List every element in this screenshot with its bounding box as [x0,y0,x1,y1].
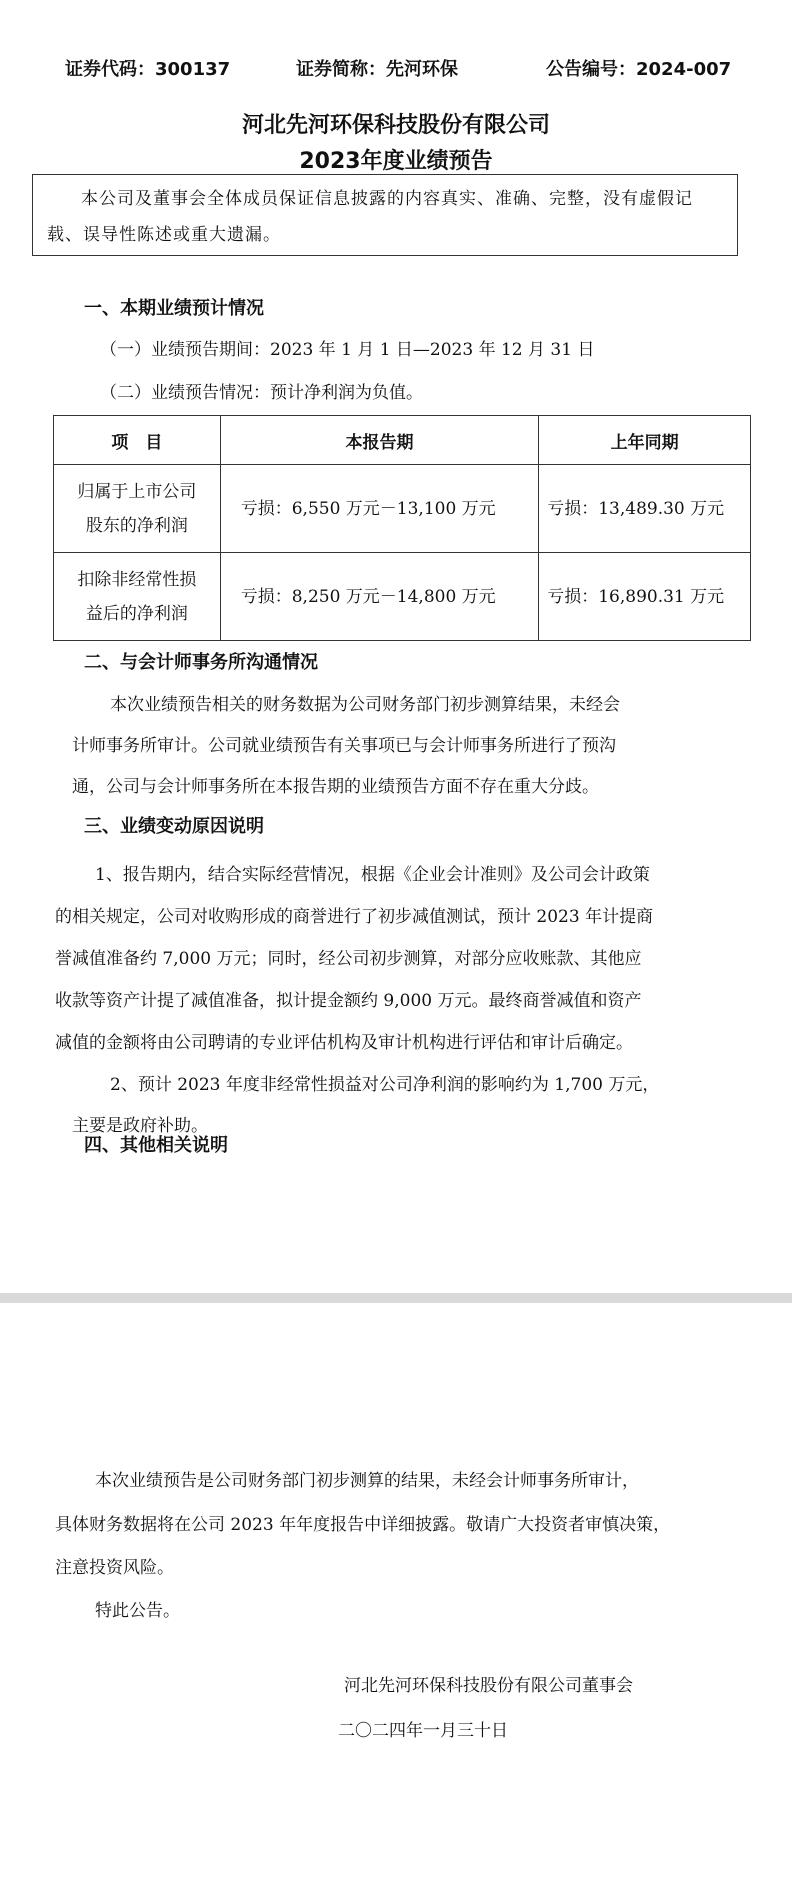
forecast-status: （二）业绩预告情况：预计净利润为负值。 [100,383,423,403]
row-item [54,553,221,641]
closing-text-line: 注意投资风险。 [55,1558,174,1578]
section3-heading: 三、业绩变动原因说明 [84,816,264,837]
board-signature: 河北先河环保科技股份有限公司董事会 [344,1676,633,1696]
page-divider [0,1293,792,1303]
section3-text-line: 减值的金额将由公司聘请的专业评估机构及审计机构进行评估和审计后确定。 [55,1033,633,1053]
section2-heading: 二、与会计师事务所沟通情况 [84,652,318,673]
header-line [0,55,792,81]
row-item-line: 归属于上市公司 [77,481,197,502]
document-title: 2023年度业绩预告 [299,149,493,174]
closing-text-line: 特此公告。 [95,1601,180,1621]
section2-text-line: 本次业绩预告相关的财务数据为公司财务部门初步测算结果，未经会 [110,695,620,715]
header-current-period: 本报告期 [220,416,539,465]
section2-text-line: 计师事务所审计。公司就业绩预告有关事项已与会计师事务所进行了预沟 [72,736,616,756]
row-item-line: 益后的净利润 [85,603,188,624]
stock-short-name: 证券简称：先河环保 [296,59,458,80]
section3-text-line: 主要是政府补助。 [72,1116,208,1136]
section3-text-line: 1、报告期内，结合实际经营情况，根据《企业会计准则》及公司会计政策 [95,865,650,885]
row-current-value: 亏损：6,550 万元－13,100 万元 [220,465,539,553]
row-item [54,465,221,553]
section3-text-line: 誉减值准备约 7,000 万元；同时，经公司初步测算，对部分应收账款、其他应 [55,949,642,969]
section2-text-line: 通，公司与会计师事务所在本报告期的业绩预告方面不存在重大分歧。 [72,777,599,797]
section4-heading: 四、其他相关说明 [84,1135,228,1156]
table-row [54,553,751,641]
forecast-table [53,415,751,641]
signature-date: 二〇二四年一月三十日 [338,1721,508,1741]
section3-text-line: 的相关规定，公司对收购形成的商誉进行了初步减值测试，预计 2023 年计提商 [55,907,654,927]
closing-text-line: 具体财务数据将在公司 2023 年年度报告中详细披露。敬请广大投资者审慎决策， [55,1515,671,1535]
stock-code: 证券代码：300137 [65,59,231,80]
section3-text-line: 2、预计 2023 年度非经常性损益对公司净利润的影响约为 1,700 万元， [110,1075,660,1095]
row-prior-value: 亏损：16,890.31 万元 [539,553,751,641]
table-row [54,465,751,553]
row-item-line: 扣除非经常性损 [77,569,197,590]
row-item-line: 股东的净利润 [85,515,188,536]
table-header-row [54,416,751,465]
company-title: 河北先河环保科技股份有限公司 [241,113,550,138]
header-prior-period: 上年同期 [539,416,751,465]
row-prior-value: 亏损：13,489.30 万元 [539,465,751,553]
header-item: 项 目 [54,416,221,465]
row-current-value: 亏损：8,250 万元－14,800 万元 [220,553,539,641]
disclosure-notice: 本公司及董事会全体成员保证信息披露的内容真实、准确、完整，没有虚假记载、误导性陈述或重大遗漏。 [32,174,738,256]
closing-text-line: 本次业绩预告是公司财务部门初步测算的结果，未经会计师事务所审计， [95,1471,639,1491]
forecast-period: （一）业绩预告期间：2023 年 1 月 1 日—2023 年 12 月 31 日 [100,340,595,360]
section3-text-line: 收款等资产计提了减值准备，拟计提金额约 9,000 万元。最终商誉减值和资产 [55,991,642,1011]
section1-heading: 一、本期业绩预计情况 [84,298,264,319]
notice-number: 公告编号：2024-007 [546,59,732,80]
